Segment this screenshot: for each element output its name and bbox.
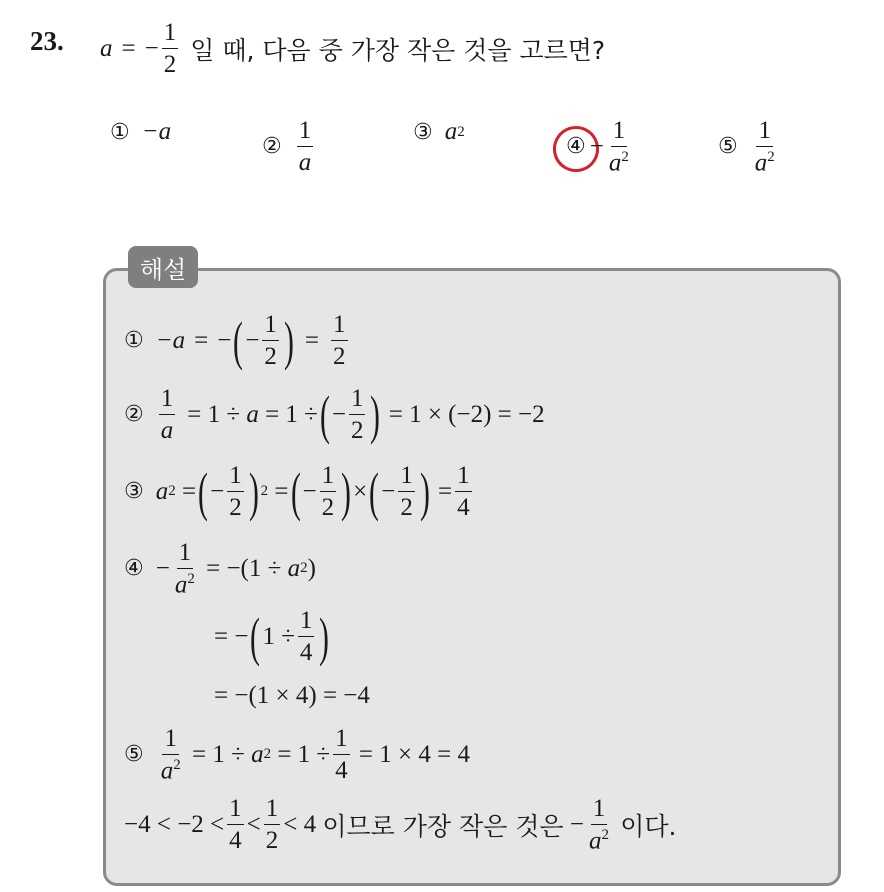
solution-line-3: ③ a 2 = ( − $\frac{1}{2}$ ) 2 = ( − $\frac{1}{2}$ ) × ( − $\frac{1}{2}$ ) = $\frac{1}{4}$ <box>124 461 470 522</box>
line-marker: ① <box>124 328 144 353</box>
choice-5[interactable] <box>718 118 780 175</box>
choice-marker: ② <box>262 134 282 159</box>
fraction-denominator: a <box>298 149 312 176</box>
choice-exponent: 2 <box>457 123 465 140</box>
variable-a: a <box>100 34 113 62</box>
choice-marker: ⑤ <box>718 134 738 160</box>
fraction-numerator: 1 <box>611 118 628 147</box>
solution-line-4b: = − ( 1 ÷ $\frac{1}{4}$ ) <box>214 606 330 667</box>
fraction-denominator: $a^2$ <box>608 149 629 177</box>
solution-line-5: ⑤ $\frac{1}{a^2}$ = 1 ÷ a 2 = 1 ÷ $\frac{1}{4}$ = 1 × 4 = 4 <box>124 725 470 785</box>
conclusion-text: 이므로 가장 작은 것은 <box>322 811 564 841</box>
choice-marker: ③ <box>413 119 433 145</box>
question-fraction <box>162 20 179 77</box>
solution-line-4c: = −(1 × 4) = −4 <box>214 682 370 709</box>
fraction-numerator: 1 <box>162 20 179 49</box>
solution-conclusion: −4 < −2 < $\frac{1}{4}$ < $\frac{1}{2}$ < 4 이므로 가장 작은 것은 − $\frac{1}{a^2}$ 이다. <box>124 795 677 855</box>
solution-line-1: ① −a = − ( − $\frac{1}{2}$ ) = $\frac{1}{2}$ <box>124 310 346 371</box>
line-marker: ④ <box>124 556 144 582</box>
choice-marker: ① <box>110 119 130 145</box>
fraction-denominator: $a^2$ <box>754 149 775 177</box>
question-number: 23. <box>30 26 64 56</box>
line-marker: ⑤ <box>124 742 144 768</box>
choice-2[interactable] <box>262 118 316 175</box>
fraction-denominator: 2 <box>163 51 177 78</box>
solution-line-4: ④ − $\frac{1}{a^2}$ = −(1 ÷ a 2 ) <box>124 539 316 599</box>
choice-expr: −a <box>141 118 172 145</box>
question-stem <box>100 20 605 77</box>
solution-tag: 해설 <box>128 246 198 288</box>
line-marker: ② <box>124 402 144 427</box>
fraction-numerator: 1 <box>756 118 773 147</box>
equals-sign: = <box>121 34 136 62</box>
question-text: 일 때, 다음 중 가장 작은 것을 고르면? <box>190 35 606 65</box>
choice-fraction <box>753 118 777 175</box>
fraction-numerator: 1 <box>297 118 314 147</box>
conclusion-end: 이다. <box>620 811 677 841</box>
minus-sign: − <box>144 34 159 62</box>
solution-line-2: ② $\frac{1}{a}$ = 1 ÷ a = 1 ÷ ( − $\frac{1}{2}$ ) = 1 × (−2) = −2 <box>124 384 545 445</box>
choice-sign: − <box>589 132 604 160</box>
choice-3[interactable] <box>413 118 465 146</box>
line-marker: ③ <box>124 479 144 504</box>
choice-1[interactable] <box>110 118 171 146</box>
choice-marker: ④ <box>566 134 586 160</box>
choice-4[interactable] <box>566 118 634 175</box>
choice-fraction <box>607 118 631 175</box>
choice-base: a <box>444 118 458 145</box>
choice-fraction <box>297 118 314 175</box>
